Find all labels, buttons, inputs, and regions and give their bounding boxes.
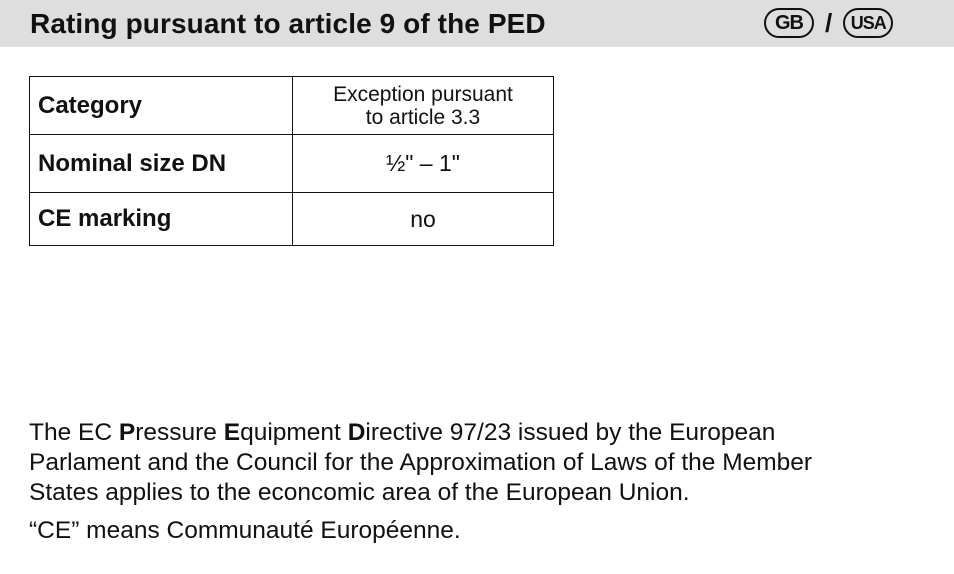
table-row	[30, 135, 554, 193]
category-label: Category	[30, 77, 293, 135]
gb-badge: GB	[764, 8, 814, 38]
directive-bold-d: D	[347, 419, 366, 446]
directive-text-4: irective 97/23 issued by the European	[365, 419, 776, 446]
section-header	[0, 0, 954, 47]
ce-marking-label: CE marking	[30, 193, 293, 246]
directive-text-3: quipment	[240, 419, 348, 446]
table-row	[30, 77, 554, 135]
ce-meaning-paragraph: “CE” means Communauté Européenne.	[29, 517, 461, 544]
directive-paragraph	[29, 418, 929, 508]
language-badges	[764, 6, 893, 40]
category-value-line2: to article 3.3	[365, 105, 481, 129]
directive-bold-p: P	[118, 419, 136, 446]
usa-badge: USA	[843, 8, 893, 38]
directive-line-2: Parlament and the Council for the Approximation of Laws of the Member	[29, 449, 813, 476]
directive-line-3: States applies to the econcomic area of the European Union.	[29, 479, 690, 506]
page-title: Rating pursuant to article 9 of the PED	[30, 8, 546, 39]
directive-bold-e: E	[223, 419, 241, 446]
nominal-size-label: Nominal size DN	[30, 135, 293, 193]
rating-table	[29, 76, 554, 246]
category-value-line1: Exception pursuant	[333, 82, 513, 106]
directive-text-1: The EC	[29, 419, 119, 446]
table-row	[30, 193, 554, 246]
category-value	[293, 77, 554, 135]
badge-separator: /	[825, 7, 833, 38]
directive-text-2: ressure	[135, 419, 224, 446]
ce-marking-value: no	[293, 193, 554, 246]
nominal-size-value: ½" – 1"	[293, 135, 554, 193]
